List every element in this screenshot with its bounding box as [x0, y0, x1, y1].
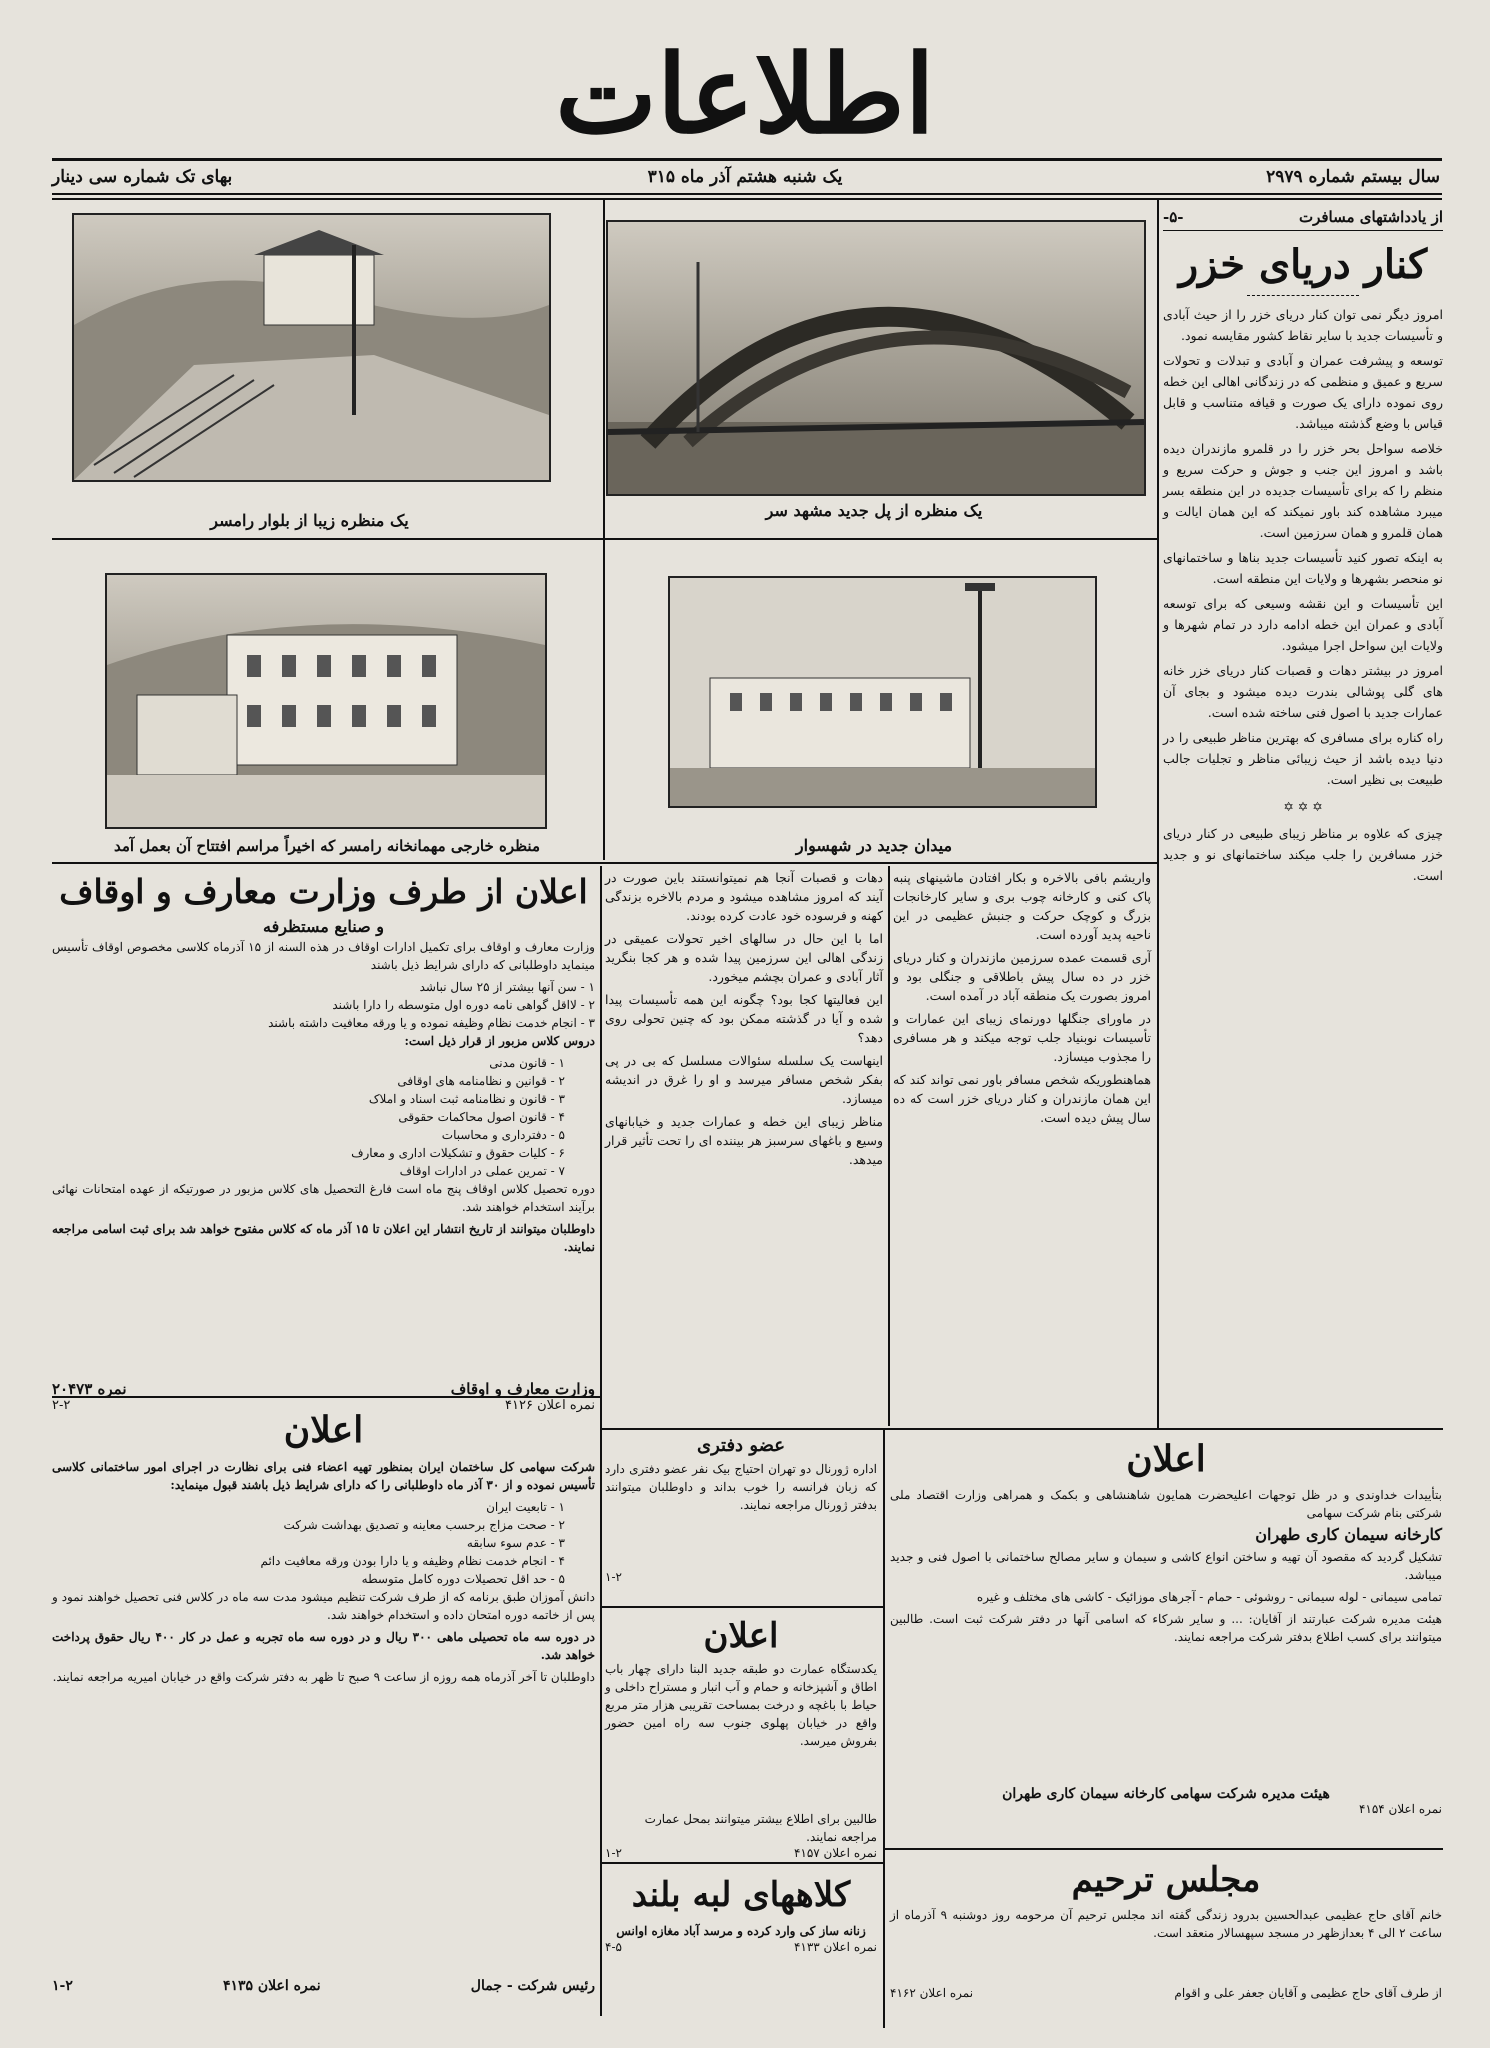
course-item: ۶ - کلیات حقوق و تشکیلات اداری و معارف [351, 1146, 565, 1160]
notice-house-title: اعلان [703, 1616, 779, 1656]
middle-column-2 [893, 868, 1151, 1423]
issue-price: بهای تک شماره سی دینار [52, 167, 233, 187]
travel-kicker: از یادداشتهای مسافرت [1298, 208, 1443, 226]
notice-clerk [605, 1432, 877, 1602]
notice-house-number: نمره اعلان ۴۱۵۷ [793, 1846, 877, 1860]
condition-item: ۱ - سن آنها بیشتر از ۲۵ سال نباشد [419, 980, 595, 994]
caption-ramsar: یک منظره زیبا از بلوار رامسر [210, 511, 409, 530]
travel-body [1163, 304, 1443, 1414]
middle-paragraph: هماهنطوریکه شخص مسافر باور نمی تواند کند که این همان مازندران و کنار دریای خزر است که ده سال پیش دیده است. [893, 1072, 1151, 1125]
divider-mid1 [600, 866, 602, 2016]
notice-hats-title: کلاههای لبه بلند [631, 1875, 851, 1915]
course-item: ۴ - قانون اصول محاکمات حقوقی [398, 1110, 565, 1124]
photo-hotel [105, 573, 547, 829]
divider-bottom [883, 1428, 885, 2028]
notice-cement-title: اعلان [1126, 1438, 1206, 1480]
condition-item: ۵ - حد اقل تحصیلات دوره کامل متوسطه [361, 1572, 565, 1586]
cement-rule [883, 1848, 1443, 1850]
header-top-rule [52, 158, 1442, 161]
ministry-bottom-rule [52, 1396, 600, 1398]
travel-paragraph: به اینکه تصور کنید تأسیسات جدید بناها و ساختمانهای نو منحصر بشهرها و ولایات این منطقه است. [1163, 550, 1443, 586]
middle-paragraph: در ماورای جنگلها دورنمای زیبای این عمارات و تأسیسات نوبنیاد جلب توجه میکند و هر مسافری را مجذوب میسازد. [893, 1011, 1151, 1064]
star-separator: ✡ ✡ ✡ [1283, 799, 1323, 814]
travel-paragraph: توسعه و پیشرفت عمران و آبادی و تبدلات و تحولات سریع و عمیق و منظمی که در زندگانی اهالی این خطه روی نموده دارای یک صورت و قیافه متناسب و قابل قیاس با وضع گذشته میباشد. [1163, 353, 1443, 431]
travel-column [1163, 208, 1443, 1428]
caption-hotel: منظره خارجی مهمانخانه رامسر که اخیراً مراسم افتتاح آن بعمل آمد [114, 837, 540, 855]
photo-square [668, 576, 1097, 808]
photo-row2-rule [52, 862, 1157, 864]
notice-ministry-title: اعلان از طرف وزارت معارف و اوقاف [59, 872, 588, 911]
notice-ministry-body: دوره تحصیل کلاس اوقاف پنج ماه است فارغ التحصیل های کلاس مزبور در صورتیکه از عهده امتحانات نهائی برآیند استخدام خواهند شد. [52, 1182, 595, 1214]
photo-bridge [606, 220, 1146, 496]
caption-bridge: یک منظره از پل جدید مشهد سر [765, 501, 983, 520]
middle-paragraph: واریشم بافی بالاخره و بکار افتادن ماشینهای پنبه پاک کنی و کارخانه چوب بری و سایر کارخانجات بزرگ و کوچک حرکت و جنبش عظیمی در این ناحیه پدید آورده است. [893, 870, 1151, 942]
notice-ministry-number: نمره اعلان ۴۱۲۶ [505, 1398, 595, 1413]
notice-company-salary: در دوره سه ماه تحصیلی ماهی ۳۰۰ ریال و در دوره سه ماه تجربه و عمل در کار ۴۰۰ ریال حقوق پرداخت خواهد شد. [52, 1630, 595, 1662]
travel-paragraph: امروز دیگر نمی توان کنار دریای خزر را از حیث آبادی و تأسیسات جدید با سایر نقاط کشور مقایسه نمود. [1163, 307, 1443, 343]
notice-company-intro: شرکت سهامی کل ساختمان ایران بمنظور تهیه اعضاء فنی برای نظارت در اجرای امور ساختمانی کلاسی تأسیس نموده و از ۳۰ آذر ماه داوطلبانی را که دارای شرایط ذیل باشند قبول مینماید: [52, 1460, 595, 1492]
notice-cement-signature: هیئت مدیره شرکت سهامی کارخانه سیمان کاری طهران [1002, 1786, 1330, 1802]
ramsar-illustration [74, 215, 549, 480]
middle-paragraph: اینهاست یک سلسله سئوالات مسلسل که بی در پی بفکر شخص مسافر میرسد و او را غرق در اندیشه میسازد. [605, 1053, 883, 1106]
house-rule [600, 1862, 883, 1864]
notice-memorial [890, 1854, 1442, 2029]
notice-ministry-signature: وزارت معارف و اوقاف [450, 1380, 595, 1398]
notice-company-number: نمره اعلان ۴۱۳۵ [222, 1978, 321, 1994]
notice-clerk-title: عضو دفتری [697, 1435, 785, 1456]
square-illustration [670, 578, 1095, 806]
course-item: ۷ - تمرین عملی در ادارات اوقاف [399, 1164, 565, 1178]
condition-item: ۳ - انجام خدمت نظام وظیفه نموده و یا ورقه معافیت داشته باشند [268, 1016, 595, 1030]
notice-cement [890, 1432, 1442, 1842]
course-item: ۳ - قانون و نظامنامه ثبت اسناد و املاک [368, 1092, 565, 1106]
travel-paragraph: راه کناره برای مسافری که بهترین مناظر طبیعی را در دنیا دیده باشد از حیث زیبائی مناظر و تجلیات جالب طبیعت بی نظیر است. [1163, 730, 1443, 787]
middle-paragraph: این فعالیتها کجا بود؟ چگونه این همه تأسیسات پیدا شده و آیا در گذشته ممکن بود که چنین تحولی روی دهد؟ [605, 992, 883, 1045]
notice-hats [605, 1868, 877, 2028]
notice-company [52, 1402, 595, 2028]
photo-ramsar [72, 213, 551, 482]
middle-paragraph: آری قسمت عمده سرزمین مازندران و کنار دریای خزر در ده سال پیش باطلاقی و جنگلی بود و امروز بصورت یک منطقه آباد در آمده است. [893, 950, 1151, 1003]
condition-item: ۳ - عدم سوء سابقه [466, 1536, 565, 1550]
notice-hats-body: زنانه ساز کی وارد کرده و مرسد آباد مغازه اوانس [616, 1924, 866, 1938]
header-bottom-rule [52, 193, 1442, 195]
travel-number: -۵- [1163, 208, 1184, 226]
condition-item: ۴ - انجام خدمت نظام وظیفه و یا دارا بودن ورقه معافیت دائم [260, 1554, 565, 1568]
notice-house [605, 1612, 877, 1860]
notice-hats-number: نمره اعلان ۴۱۳۳ [793, 1940, 877, 1954]
notice-ministry-ref: نمره ۲۰۴۷۳ [52, 1380, 127, 1398]
notice-memorial-title: مجلس ترحیم [1071, 1860, 1261, 1900]
middle-paragraph: مناظر زیبای این خطه و عمارات جدید و خیابانهای وسیع و باغهای سرسبز هر بیننده ای را تحت تأثیر قرار میدهد. [605, 1114, 883, 1167]
notice-ministry-deadline: داوطلبان میتوانند از تاریخ انتشار این اعلان تا ۱۵ آذر ماه که کلاس مفتوح خواهد شد برای ثبت اسامی مراجعه نمایند. [52, 1222, 595, 1254]
notice-cement-body2: تشکیل گردید که مقصود آن تهیه و ساختن انواع کاشی و سیمان و سایر مصالح ساختمانی با اصول فنی و جدید میباشد. [890, 1550, 1442, 1582]
mid-bottom-rule [600, 1428, 1443, 1430]
notice-memorial-number: نمره اعلان ۴۱۶۲ [890, 1986, 974, 2000]
travel-paragraph: چیزی که علاوه بر مناظر زیبای طبیعی در کنار دریای خزر مسافرین را جلب میکند ساختمانهای نو و جدید است. [1163, 826, 1443, 883]
notice-house-body: یکدستگاه عمارت دو طبقه جدید البنا دارای چهار باب اطاق و آشپزخانه و حمام و آب انبار و مستراح داخلی و حیاط با باغچه و درخت بمساحت تقریبی هزار متر مربع واقع در خیابان پهلوی جنوب سه راه امین حضور بفروش میرسد. [605, 1662, 877, 1748]
notice-house-footer: طالبین برای اطلاع بیشتر میتوانند بمحل عمارت مراجعه نمایند. [644, 1812, 877, 1844]
notice-clerk-body: اداره ژورنال دو تهران احتیاج بیک نفر عضو دفتری دارد که زبان فرانسه را خوب بداند و داوطلبان میتوانند بدفتر ژورنال مراجعه نمایند. [605, 1462, 877, 1512]
travel-paragraph: امروز در بیشتر دهات و قصبات کنار دریای خزر خانه های گلی پوشالی بندرت دیده میشود و بجای آن عمارات جدید با اصول فنی ساخته شده است. [1163, 663, 1443, 720]
notice-ministry-subtitle: و صنایع مستظرفه [263, 917, 384, 936]
photo-divider [603, 200, 605, 860]
notice-house-count: ۱-۲ [605, 1846, 622, 1860]
middle-paragraph: دهات و قصبات آنجا هم نمیتوانستند باین صورت در آیند که امروز مشاهده میشود و مردم بالاخره بزندگی کهنه و فرسوده خود عادت کرده بودند. [605, 870, 883, 923]
divider-travel [1157, 200, 1159, 1428]
caption-square: میدان جدید در شهسوار [795, 836, 953, 855]
course-item: ۲ - قوانین و نظامنامه های اوقافی [397, 1074, 565, 1088]
notice-cement-body3: هیئت مدیره شرکت عبارتند از آقایان: ... و سایر شرکاء که اسامی آنها در دفتر شرکت ثبت است. طالبین میتوانند برای کسب اطلاع بدفتر شرکت مراجعه نمایند. [890, 1612, 1442, 1644]
notice-hats-count: ۴-۵ [605, 1940, 622, 1954]
notice-company-body: دانش آموزان طبق برنامه که از طرف شرکت تنظیم میشود مدت سه ماه در کلاس فنی تحصیل خواهند نمود و پس از خاتمه دوره امتحان داده و استخدام خواهند شد. [52, 1590, 595, 1622]
header-bottom-rule-2 [52, 198, 1442, 200]
divider-mid2 [888, 866, 890, 1426]
travel-paragraph: خلاصه سواحل بحر خزر را در قلمرو مازندران دیده باشد و امروز این جنب و جوش و حرکت سریع و منظم را که برای تأسیسات جدیده در این منطقه بسر میبرد مشاهده کند باور نمیکند که این همان ایالت و همان قلمرو و همان سرزمین است. [1163, 441, 1443, 540]
course-item: ۱ - قانون مدنی [489, 1056, 565, 1070]
notice-company-footer: داوطلبان تا آخر آذرماه همه روزه از ساعت ۹ صبح تا ظهر به دفتر شرکت واقع در خیابان امیریه مراجعه نمایند. [52, 1670, 595, 1684]
courses-intro: دروس کلاس مزبور از قرار ذیل است: [404, 1034, 595, 1048]
middle-column-1 [605, 868, 883, 1423]
notice-company-count: ۱-۲ [52, 1978, 73, 1994]
notice-cement-body1: بتأییدات خداوندی و در ظل توجهات اعلیحضرت همایون شاهنشاهی و بکمک و همراهی وزارت اقتصاد ملی شرکتی بنام شرکت سهامی [890, 1488, 1442, 1520]
notice-clerk-count: ۱-۲ [605, 1570, 622, 1584]
clerk-rule [600, 1606, 883, 1608]
notice-company-signature: رئیس شرکت - جمال [470, 1978, 595, 1994]
notice-company-title: اعلان [283, 1409, 364, 1451]
condition-item: ۲ - لااقل گواهی نامه دوره اول متوسطه را دارا باشند [332, 998, 595, 1012]
condition-item: ۲ - صحت مزاج برحسب معاینه و تصدیق بهداشت شرکت [283, 1518, 565, 1532]
travel-title: کنار دریای خزر [1178, 241, 1428, 288]
travel-paragraph: این تأسیسات و این نقشه وسیعی که برای توسعه آبادی و عمران این خطه ادامه دارد در تمام شهرها و ولایات این سواحل اجرا میشود. [1163, 596, 1443, 653]
notice-cement-list: تمامی سیمانی - لوله سیمانی - روشوئی - حمام - آجرهای موزائیک - کاشی های مختلف و غیره [976, 1590, 1442, 1604]
notice-cement-number: نمره اعلان ۴۱۵۴ [1358, 1802, 1442, 1816]
notice-cement-company: کارخانه سیمان کاری طهران [1255, 1525, 1442, 1544]
condition-item: ۱ - تابعیت ایران [486, 1500, 565, 1514]
hotel-illustration [107, 575, 545, 827]
middle-paragraph: اما با این حال در سالهای اخیر تحولات عمیقی در زندگی اهالی این سرزمین پیدا شده و هر کجا بنگرید آثار آبادی و عمران بچشم میخورد. [605, 931, 883, 984]
bridge-illustration [608, 222, 1144, 494]
notice-ministry-intro: وزارت معارف و اوقاف برای تکمیل ادارات اوقاف در هذه السنه از ۱۵ آذرماه کلاسی مخصوص اوقاف تأسیس مینماید داوطلبانی که دارای شرایط ذیل باشند [52, 940, 595, 972]
notice-memorial-signature: از طرف آقای حاج عظیمی و آقایان جعفر علی و اقوام [1174, 1986, 1442, 2000]
notice-memorial-body: خانم آقای حاج عظیمی عبدالحسین بدرود زندگی گفته اند مجلس ترحیم آن مرحومه روز دوشنبه ۹ آذرماه از ساعت ۲ الی ۴ بعدازظهر در مسجد سپهسالار منعقد است. [890, 1908, 1442, 1940]
masthead-title: اطلاعات [555, 32, 935, 158]
course-item: ۵ - دفترداری و محاسبات [441, 1128, 565, 1142]
notice-ministry-count: ۲-۲ [52, 1398, 71, 1413]
notice-ministry [52, 868, 595, 1413]
issue-number: سال بیستم شماره ۲۹۷۹ [1266, 167, 1440, 187]
issue-date: یک شنبه هشتم آذر ماه ۳۱۵ [647, 167, 843, 187]
